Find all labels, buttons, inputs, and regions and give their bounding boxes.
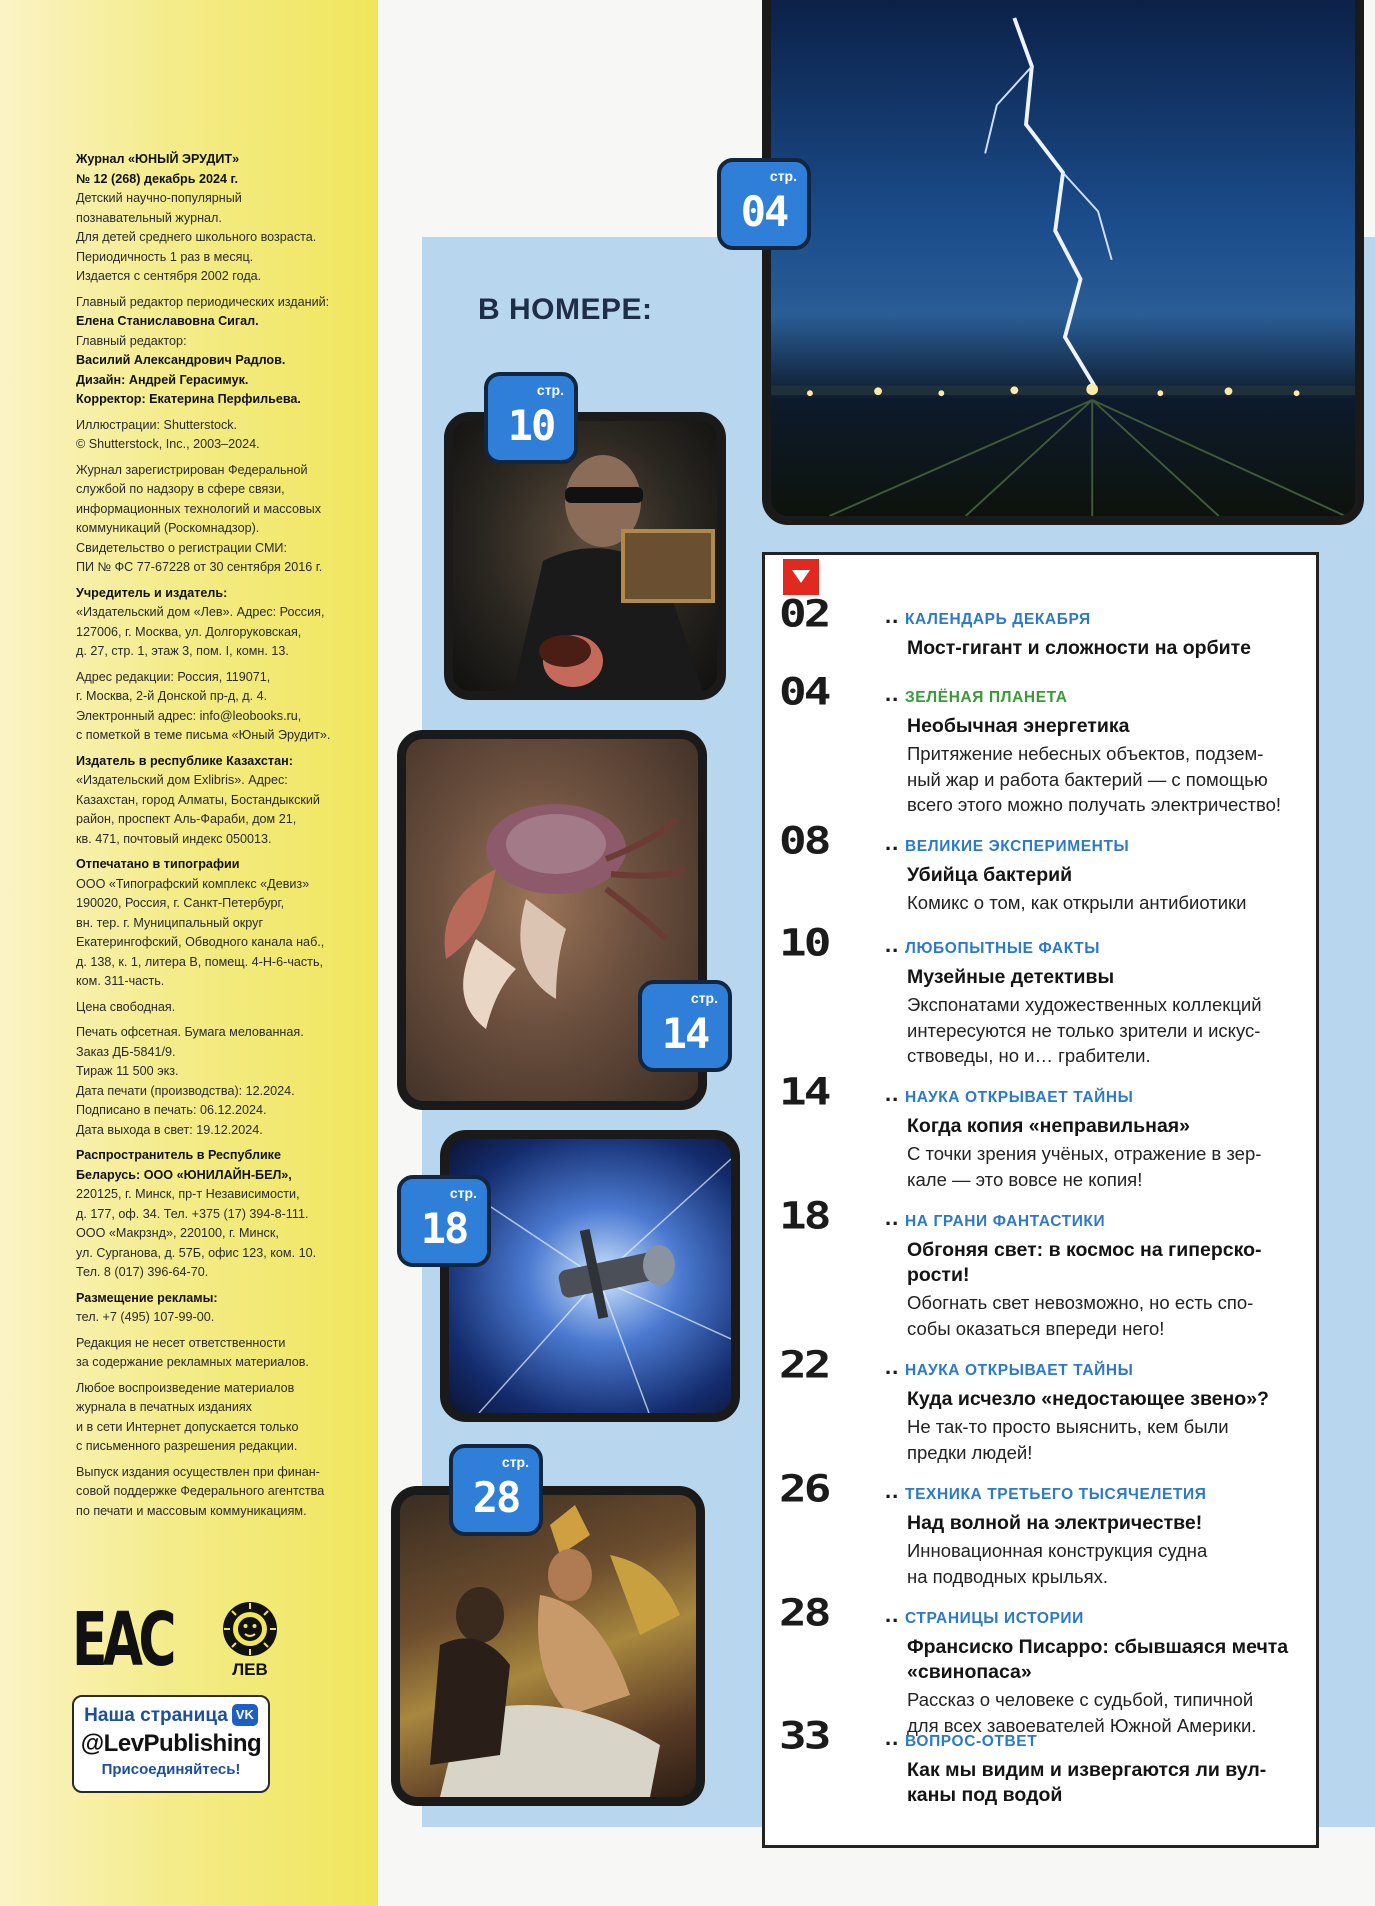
- vk-handle[interactable]: @LevPublishing: [80, 1730, 262, 1757]
- table-of-contents: [762, 552, 1319, 1848]
- colophon-line: Василий Александрович Радлов.: [76, 353, 286, 367]
- colophon-line: с пометкой в теме письма «Юный Эрудит».: [76, 728, 331, 742]
- colophon-line: Свидетельство о регистрации СМИ:: [76, 540, 287, 555]
- toc-title[interactable]: [907, 1387, 1317, 1412]
- toc-title-line: каны под водой: [907, 1784, 1063, 1806]
- toc-leader-dots: ..: [885, 603, 900, 628]
- colophon-line: 220125, г. Минск, пр-т Независимости,: [76, 1187, 300, 1201]
- colophon-line: ПИ № ФС 77-67228 от 30 сентября 2016 г.: [76, 560, 323, 574]
- toc-leader-dots: ..: [885, 1478, 900, 1503]
- page-badge-28: [449, 1444, 543, 1536]
- toc-title[interactable]: [907, 1114, 1317, 1139]
- toc-page-number: 26: [779, 1466, 829, 1511]
- pizarro-painting: [391, 1486, 705, 1806]
- colophon-line: Издается с сентября 2002 года.: [76, 269, 262, 283]
- badge-page-number: 18: [420, 1204, 468, 1253]
- colophon-block: [76, 1289, 372, 1328]
- toc-category: ЗЕЛЁНАЯ ПЛАНЕТА: [905, 689, 1068, 706]
- toc-leader-dots: ..: [885, 1205, 900, 1230]
- colophon-line: коммуникаций (Роскомнадзор).: [76, 521, 260, 535]
- toc-description: [907, 1414, 1317, 1465]
- toc-title[interactable]: [907, 636, 1317, 661]
- colophon-line: и в сети Интернет допускается только: [76, 1419, 299, 1434]
- toc-title-line: Мост-гигант и сложности на орбите: [907, 637, 1251, 659]
- colophon-block: [76, 668, 372, 746]
- toc-title[interactable]: [907, 863, 1317, 888]
- toc-title[interactable]: [907, 714, 1317, 739]
- toc-category: ЛЮБОПЫТНЫЕ ФАКТЫ: [905, 940, 1100, 957]
- colophon-line: Издатель в республике Казахстан:: [76, 753, 293, 768]
- toc-description: [907, 890, 1317, 916]
- colophon-block: [76, 855, 372, 992]
- colophon-block: [76, 1463, 372, 1522]
- colophon: [76, 150, 372, 1527]
- colophon-line: г. Москва, 2-й Донской пр-д, д. 4.: [76, 689, 268, 703]
- toc-description: [907, 1687, 1317, 1738]
- colophon-line: Дизайн: Андрей Герасимук.: [76, 372, 249, 387]
- colophon-line: вн. тер. г. Муниципальный округ: [76, 915, 264, 930]
- section-heading: В НОМЕРЕ:: [478, 293, 653, 326]
- colophon-block: [76, 461, 372, 578]
- toc-description-line: для всех завоевателей Южной Америки.: [907, 1714, 1257, 1736]
- colophon-line: 190020, Россия, г. Санкт-Петербург,: [76, 896, 285, 910]
- toc-category: ВОПРОС-ОТВЕТ: [905, 1733, 1038, 1750]
- colophon-line: Периодичность 1 раз в месяц.: [76, 249, 254, 264]
- colophon-line: Детский научно-популярный: [76, 191, 242, 205]
- toc-description: [907, 741, 1317, 818]
- toc-description-line: Обогнать свет невозможно, но есть спо-: [907, 1292, 1254, 1313]
- badge-page-number: 10: [507, 401, 555, 450]
- toc-description-line: кале — это вовсе не копия!: [907, 1168, 1143, 1190]
- colophon-line: за содержание рекламных материалов.: [76, 1355, 309, 1369]
- colophon-line: Учредитель и издатель:: [76, 585, 228, 600]
- badge-label: стр.: [690, 990, 718, 1006]
- toc-description-line: предки людей!: [907, 1441, 1033, 1463]
- colophon-block: [76, 150, 372, 287]
- colophon-block: [76, 584, 372, 662]
- toc-title-line: Обгоняя свет: в космос на гиперско-: [907, 1239, 1262, 1261]
- toc-page-number: 04: [779, 669, 829, 714]
- colophon-line: совой поддержке Федерального агентства: [76, 1484, 325, 1498]
- colophon-line: журнала в печатных изданиях: [76, 1400, 252, 1414]
- toc-page-number: 10: [779, 920, 829, 965]
- colophon-line: Цена свободная.: [76, 999, 176, 1014]
- toc-page-number: 18: [779, 1193, 829, 1238]
- toc-title[interactable]: [907, 1758, 1317, 1808]
- colophon-panel: [0, 0, 378, 1906]
- colophon-line: Размещение рекламы:: [76, 1290, 218, 1305]
- colophon-line: Заказ ДБ-5841/9.: [76, 1044, 176, 1059]
- colophon-block: [76, 1146, 372, 1283]
- toc-page-number: 14: [779, 1069, 829, 1114]
- toc-page-number: 02: [779, 591, 829, 636]
- colophon-line: информационных технологий и массовых: [76, 501, 321, 516]
- colophon-block: [76, 1023, 372, 1140]
- toc-title-line: Убийца бактерий: [907, 864, 1073, 886]
- colophon-line: Корректор: Екатерина Перфильева.: [76, 392, 301, 406]
- colophon-line: Журнал «ЮНЫЙ ЭРУДИТ»: [76, 152, 240, 166]
- colophon-line: 127006, г. Москва, ул. Долгоруковская,: [76, 624, 302, 639]
- badge-label: стр.: [449, 1185, 477, 1201]
- page-badge-04: [717, 158, 811, 250]
- toc-description-line: Инновационная конструкция судна: [907, 1540, 1208, 1561]
- lightning-photo: [762, 0, 1364, 525]
- toc-description-line: Комикс о том, как открыли антибиотики: [907, 892, 1247, 913]
- toc-title-line: рости!: [907, 1264, 970, 1286]
- lion-icon: [221, 1600, 279, 1658]
- lev-name: ЛЕВ: [232, 1660, 268, 1679]
- toc-leader-dots: ..: [885, 830, 900, 855]
- colophon-line: ул. Сурганова, д. 57Б, офис 123, ком. 10.: [76, 1245, 317, 1260]
- toc-description-line: С точки зрения учёных, отражение в зер-: [907, 1143, 1262, 1164]
- toc-description-line: собы оказаться впереди него!: [907, 1317, 1165, 1339]
- toc-page-number: 22: [779, 1342, 829, 1387]
- toc-title-line: Как мы видим и извергаются ли вул-: [907, 1759, 1267, 1781]
- toc-leader-dots: ..: [885, 1725, 900, 1750]
- toc-description-line: на подводных крыльях.: [907, 1565, 1109, 1587]
- page-badge-10: [484, 372, 578, 464]
- colophon-line: познавательный журнал.: [76, 210, 222, 225]
- badge-page-number: 14: [661, 1009, 709, 1058]
- colophon-line: Для детей среднего школьного возраста.: [76, 230, 317, 244]
- colophon-line: кв. 471, почтовый индекс 050013.: [76, 831, 272, 846]
- toc-page-number: 08: [779, 818, 829, 863]
- colophon-line: Журнал зарегистрирован Федеральной: [76, 462, 308, 477]
- toc-page-number: 28: [779, 1590, 829, 1635]
- colophon-line: д. 138, к. 1, литера В, помещ. 4-Н-6-часть,: [76, 954, 324, 969]
- colophon-line: Беларусь: ООО «ЮНИЛАЙН-БЕЛ»,: [76, 1167, 292, 1182]
- vk-badge[interactable]: [72, 1695, 270, 1793]
- spaceship-photo: [440, 1130, 740, 1422]
- badge-label: стр.: [501, 1454, 529, 1470]
- toc-description: [907, 1290, 1317, 1341]
- colophon-line: по печати и массовым коммуникациям.: [76, 1503, 307, 1518]
- toc-category: ТЕХНИКА ТРЕТЬЕГО ТЫСЯЧЕЛЕТИЯ: [905, 1486, 1207, 1503]
- colophon-block: [76, 416, 372, 455]
- toc-title-line: «свинопаса»: [907, 1661, 1032, 1683]
- colophon-block: [76, 1379, 372, 1457]
- toc-description-line: Притяжение небесных объектов, подзем-: [907, 743, 1264, 764]
- colophon-line: ООО «Типографский комплекс «Девиз»: [76, 876, 310, 891]
- colophon-line: Электронный адрес: info@leobooks.ru,: [76, 708, 302, 723]
- badge-page-number: 28: [472, 1473, 520, 1522]
- colophon-line: Печать офсетная. Бумага мелованная.: [76, 1025, 304, 1039]
- colophon-line: Любое воспроизведение материалов: [76, 1380, 295, 1395]
- colophon-line: д. 177, оф. 34. Тел. +375 (17) 394-8-111.: [76, 1206, 309, 1221]
- triangle-down-icon: [783, 559, 819, 595]
- colophon-line: «Издательский дом «Лев». Адрес: Россия,: [76, 605, 325, 619]
- colophon-line: Дата печати (производства): 12.2024.: [76, 1083, 295, 1098]
- vk-badge-label: Наша страница: [84, 1705, 228, 1726]
- toc-title[interactable]: [907, 1635, 1317, 1685]
- colophon-line: д. 27, стр. 1, этаж 3, пом. I, комн. 13.: [76, 644, 289, 658]
- colophon-line: Подписано в печать: 06.12.2024.: [76, 1103, 267, 1117]
- toc-category: НАУКА ОТКРЫВАЕТ ТАЙНЫ: [905, 1362, 1134, 1379]
- toc-description-line: Рассказ о человеке с судьбой, типичной: [907, 1689, 1254, 1710]
- toc-description-line: ствоведы, но и… грабители.: [907, 1045, 1151, 1066]
- colophon-line: с письменного разрешения редакции.: [76, 1439, 298, 1453]
- toc-title-line: Необычная энергетика: [907, 715, 1130, 737]
- colophon-line: Распространитель в Республике: [76, 1148, 281, 1162]
- toc-leader-dots: ..: [885, 1081, 900, 1106]
- colophon-line: Тел. 8 (017) 396-64-70.: [76, 1265, 209, 1279]
- page-badge-18: [397, 1175, 491, 1267]
- vk-icon: VK: [232, 1704, 258, 1726]
- toc-title[interactable]: [907, 965, 1317, 990]
- toc-description-line: всего этого можно получать электричество!: [907, 794, 1282, 815]
- toc-category: СТРАНИЦЫ ИСТОРИИ: [905, 1610, 1084, 1627]
- toc-description: [907, 1538, 1317, 1589]
- toc-description-line: Не так-то просто выяснить, кем были: [907, 1416, 1229, 1437]
- colophon-block: [76, 293, 372, 410]
- colophon-line: Отпечатано в типографии: [76, 857, 240, 871]
- badge-page-number: 04: [740, 187, 788, 236]
- colophon-line: Дата выхода в свет: 19.12.2024.: [76, 1122, 263, 1137]
- toc-title[interactable]: [907, 1238, 1317, 1288]
- colophon-line: Иллюстрации: Shutterstock.: [76, 417, 238, 432]
- colophon-block: [76, 752, 372, 850]
- toc-title[interactable]: [907, 1511, 1317, 1536]
- page-badge-14: [638, 980, 732, 1072]
- colophon-line: Главный редактор периодических изданий:: [76, 294, 330, 309]
- colophon-line: тел. +7 (495) 107-99-00.: [76, 1310, 215, 1324]
- toc-description-line: Экспонатами художественных коллекций: [907, 994, 1262, 1015]
- toc-title-line: Когда копия «неправильная»: [907, 1115, 1191, 1137]
- colophon-line: «Издательский дом Exlibris». Адрес:: [76, 773, 288, 787]
- toc-title-line: Над волной на электричестве!: [907, 1512, 1203, 1534]
- colophon-line: Адрес редакции: Россия, 119071,: [76, 669, 271, 684]
- toc-category: НАУКА ОТКРЫВАЕТ ТАЙНЫ: [905, 1089, 1134, 1106]
- toc-leader-dots: ..: [885, 681, 900, 706]
- badge-label: стр.: [769, 168, 797, 184]
- toc-leader-dots: ..: [885, 932, 900, 957]
- colophon-line: ком. 311-часть.: [76, 974, 165, 988]
- colophon-line: © Shutterstock, Inc., 2003–2024.: [76, 437, 260, 451]
- colophon-line: ООО «Макрзнд», 220100, г. Минск,: [76, 1226, 279, 1240]
- colophon-line: Редакция не несет ответственности: [76, 1335, 286, 1350]
- toc-leader-dots: ..: [885, 1602, 900, 1627]
- colophon-line: Екатерингофский, Обводного канала наб.,: [76, 935, 325, 949]
- colophon-block: [76, 1334, 372, 1373]
- toc-category: НА ГРАНИ ФАНТАСТИКИ: [905, 1213, 1106, 1230]
- colophon-line: Тираж 11 500 экз.: [76, 1064, 179, 1078]
- vk-join-cta[interactable]: Присоединяйтесь!: [101, 1761, 241, 1778]
- toc-title-line: Музейные детективы: [907, 966, 1115, 988]
- toc-leader-dots: ..: [885, 1354, 900, 1379]
- toc-description: [907, 1141, 1317, 1192]
- badge-label: стр.: [536, 382, 564, 398]
- colophon-line: Елена Станиславовна Сигал.: [76, 314, 259, 328]
- toc-page-number: 33: [779, 1713, 829, 1758]
- lev-logo: [210, 1600, 290, 1685]
- toc-category: ВЕЛИКИЕ ЭКСПЕРИМЕНТЫ: [905, 838, 1130, 855]
- colophon-line: район, проспект Аль-Фараби, дом 21,: [76, 812, 297, 826]
- toc-title-line: Куда исчезло «недостающее звено»?: [907, 1388, 1269, 1410]
- toc-description-line: интересуются не только зрители и искус-: [907, 1019, 1261, 1041]
- toc-title-line: Франсиско Писарро: сбывшаяся мечта: [907, 1636, 1289, 1658]
- colophon-line: Выпуск издания осуществлен при финан-: [76, 1464, 320, 1479]
- toc-category: КАЛЕНДАРЬ ДЕКАБРЯ: [905, 611, 1091, 628]
- toc-description-line: ный жар и работа бактерий — с помощью: [907, 768, 1268, 790]
- colophon-line: службой по надзору в сфере связи,: [76, 482, 285, 496]
- colophon-block: [76, 998, 372, 1018]
- eac-logo: EAC: [72, 1597, 172, 1683]
- colophon-line: № 12 (268) декабрь 2024 г.: [76, 171, 238, 186]
- toc-description: [907, 992, 1317, 1069]
- colophon-line: Казахстан, город Алматы, Бостандыкский: [76, 792, 320, 807]
- colophon-line: Главный редактор:: [76, 333, 187, 348]
